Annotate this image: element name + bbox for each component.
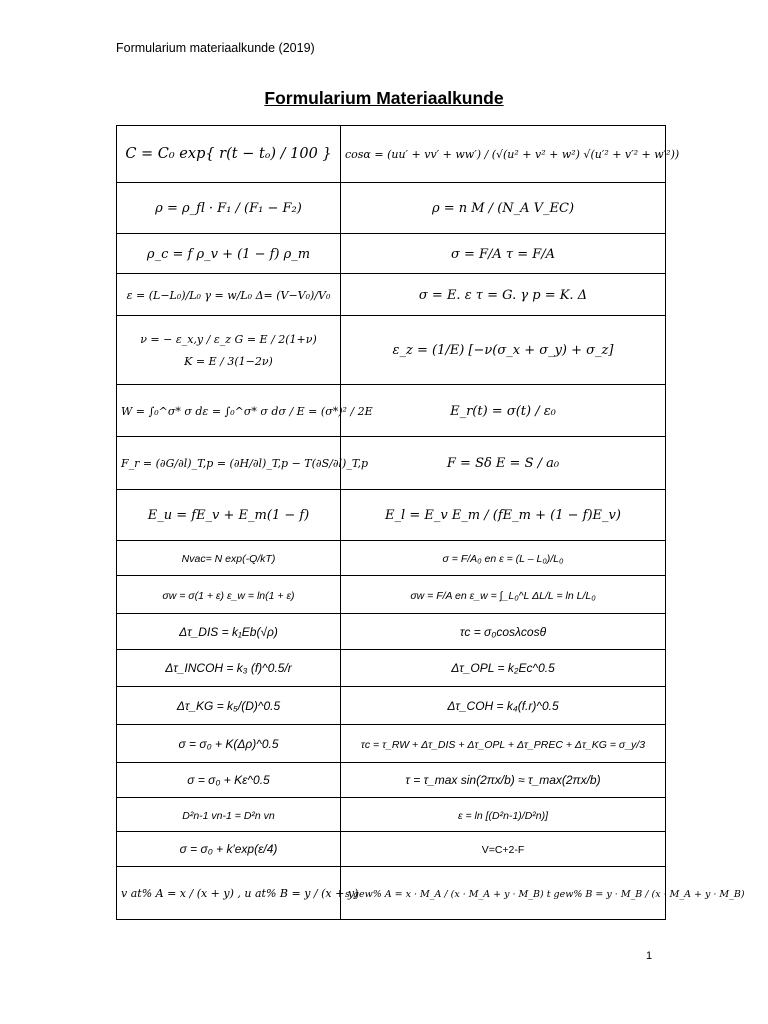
formula-text: Nvac= N exp(-Q/kT): [181, 553, 276, 565]
table-row: [117, 316, 666, 385]
formula-text: D²n-1 vn-1 = D²n vn: [182, 809, 275, 822]
formula-text: cosα = (uu′ + vv′ + ww′) / (√(u² + v² + w²) √(u′² + v′² + w′²)): [345, 148, 680, 161]
formula-text: σ = F/A₀ en ε = (L – L₀)/L₀: [442, 553, 564, 565]
formula-text: σw = F/A en ε_w = ∫_L₀^L ΔL/L = ln L/L₀: [410, 589, 596, 602]
formula-cell: [341, 576, 666, 614]
page-title: Formularium Materiaalkunde: [264, 88, 504, 108]
formula-text: σ = E. ε τ = G. γ p = K. Δ: [418, 287, 588, 303]
table-row: [117, 725, 666, 763]
table-row: [117, 126, 666, 183]
formula-text: V=C+2-F: [481, 844, 525, 856]
formula-cell: [341, 274, 666, 316]
formula-text: ε = (L−L₀)/L₀ γ = w/L₀ Δ= (V−V₀)/V₀: [126, 288, 331, 302]
formula-text: Δτ_INCOH = k₃ (f)^0.5/r: [165, 661, 292, 675]
formula-cell: [117, 798, 341, 832]
formula-cell: [117, 437, 369, 490]
formula-text: K = E / 3(1−2ν): [184, 355, 273, 368]
table-row: [117, 650, 666, 687]
formula-text: τc = τ_RW + Δτ_DIS + Δτ_OPL + Δτ_PREC + Δτ_KG = σ_y/3: [360, 738, 646, 751]
table-row: [117, 183, 666, 234]
formula-text: ρ_c = f ρ_v + (1 − f) ρ_m: [146, 246, 311, 262]
formula-cell: [341, 650, 666, 687]
table-row: [117, 541, 666, 576]
formula-cell: [341, 763, 666, 798]
formula-text: E_r(t) = σ(t) / ε₀: [450, 403, 556, 419]
table-row: [117, 234, 666, 274]
formula-text: σ = F/A τ = F/A: [450, 246, 556, 262]
table-row: [117, 798, 666, 832]
formula-text: Δτ_DIS = k₁Eb(√ρ): [179, 624, 278, 639]
table-row: [117, 274, 666, 316]
table-row: [117, 385, 666, 437]
formula-cell: [117, 867, 359, 920]
formula-cell: [341, 490, 666, 541]
table-row: [117, 687, 666, 725]
formula-text: F = Sδ E = S / a₀: [446, 456, 560, 471]
formula-text: σ = σ₀ + K(Δρ)^0.5: [178, 736, 279, 751]
table-row: [117, 614, 666, 650]
formula-text: Δτ_COH = k₄(f.r)^0.5: [447, 698, 559, 713]
formula-cell: [341, 183, 666, 234]
formula-cell: [117, 274, 341, 316]
formula-text: ρ = ρ_fl · F₁ / (F₁ − F₂): [155, 201, 302, 216]
table-row: [117, 576, 666, 614]
formula-text: ρ = n M / (N_A V_EC): [431, 201, 575, 216]
formula-text: ν = − ε_x,y / ε_z G = E / 2(1+ν): [140, 333, 317, 347]
formula-cell: [117, 490, 341, 541]
formula-cell: [117, 725, 341, 763]
table-row: [117, 437, 666, 490]
formula-cell: [117, 316, 341, 385]
formula-cell: [341, 437, 666, 490]
formula-text: Δτ_KG = k₅/(D)^0.5: [176, 698, 281, 713]
formula-text: τc = σ₀cosλcosθ: [459, 624, 547, 639]
formula-text: σ = σ₀ + k′exp(ε/4): [179, 842, 278, 856]
formula-cell: [341, 126, 680, 183]
formula-cell: [117, 763, 341, 798]
formula-text: s gew% A = x · M_A / (x · M_A + y · M_B) t gew% B = y · M_B / (x · M_A + y · M_B): [345, 889, 745, 900]
formula-cell: [117, 541, 341, 576]
formula-text: τ = τ_max sin(2πx/b) ≈ τ_max(2πx/b): [405, 773, 601, 787]
formula-cell: [117, 614, 341, 650]
formula-cell: [341, 725, 666, 763]
formula-text: E_u = fE_v + E_m(1 − f): [147, 508, 310, 523]
formula-cell: [341, 867, 745, 920]
formula-text: W = ∫₀^σ* σ dε = ∫₀^σ* σ dσ / E = (σ*)² / 2E: [121, 404, 373, 418]
formula-cell: [341, 832, 666, 867]
formula-cell: [117, 576, 341, 614]
formula-text: ε = ln [(D²n-1)/D²n)]: [457, 809, 549, 822]
formula-text: Δτ_OPL = k₂Ec^0.5: [451, 661, 555, 675]
formula-text: ε_z = (1/E) [−ν(σ_x + σ_y) + σ_z]: [392, 343, 614, 358]
table-row: [117, 832, 666, 867]
formula-text: v at% A = x / (x + y) , u at% B = y / (x + y): [121, 887, 359, 900]
formula-text: F_r = (∂G/∂l)_T,p = (∂H/∂l)_T,p − T(∂S/∂l)_T,p: [121, 457, 369, 470]
formula-cell: [341, 614, 666, 650]
formula-cell: [117, 832, 341, 867]
formula-text: E_l = E_v E_m / (fE_m + (1 − f)E_v): [385, 508, 621, 523]
formula-cell: [341, 687, 666, 725]
formula-text: C = C₀ exp{ r(t − tₒ) / 100 }: [125, 146, 332, 162]
formula-cell: [341, 234, 666, 274]
formula-cell: [117, 234, 341, 274]
formula-text: σ = σ₀ + Kε^0.5: [187, 773, 270, 787]
formula-table: [116, 125, 745, 920]
running-header: Formularium materiaalkunde (2019): [116, 41, 315, 55]
formula-cell: [117, 687, 341, 725]
formula-cell: [341, 316, 666, 385]
formula-cell: [117, 385, 373, 437]
formula-cell: [117, 183, 341, 234]
formula-cell: [117, 650, 341, 687]
formula-text: σw = σ(1 + ε) ε_w = ln(1 + ε): [162, 589, 295, 602]
table-row: [117, 763, 666, 798]
formula-cell: [117, 126, 341, 183]
table-row: [117, 867, 666, 920]
table-row: [117, 490, 666, 541]
formula-cell: [341, 385, 666, 437]
page-number: 1: [646, 950, 653, 962]
formula-cell: [341, 798, 666, 832]
formula-cell: [341, 541, 666, 576]
